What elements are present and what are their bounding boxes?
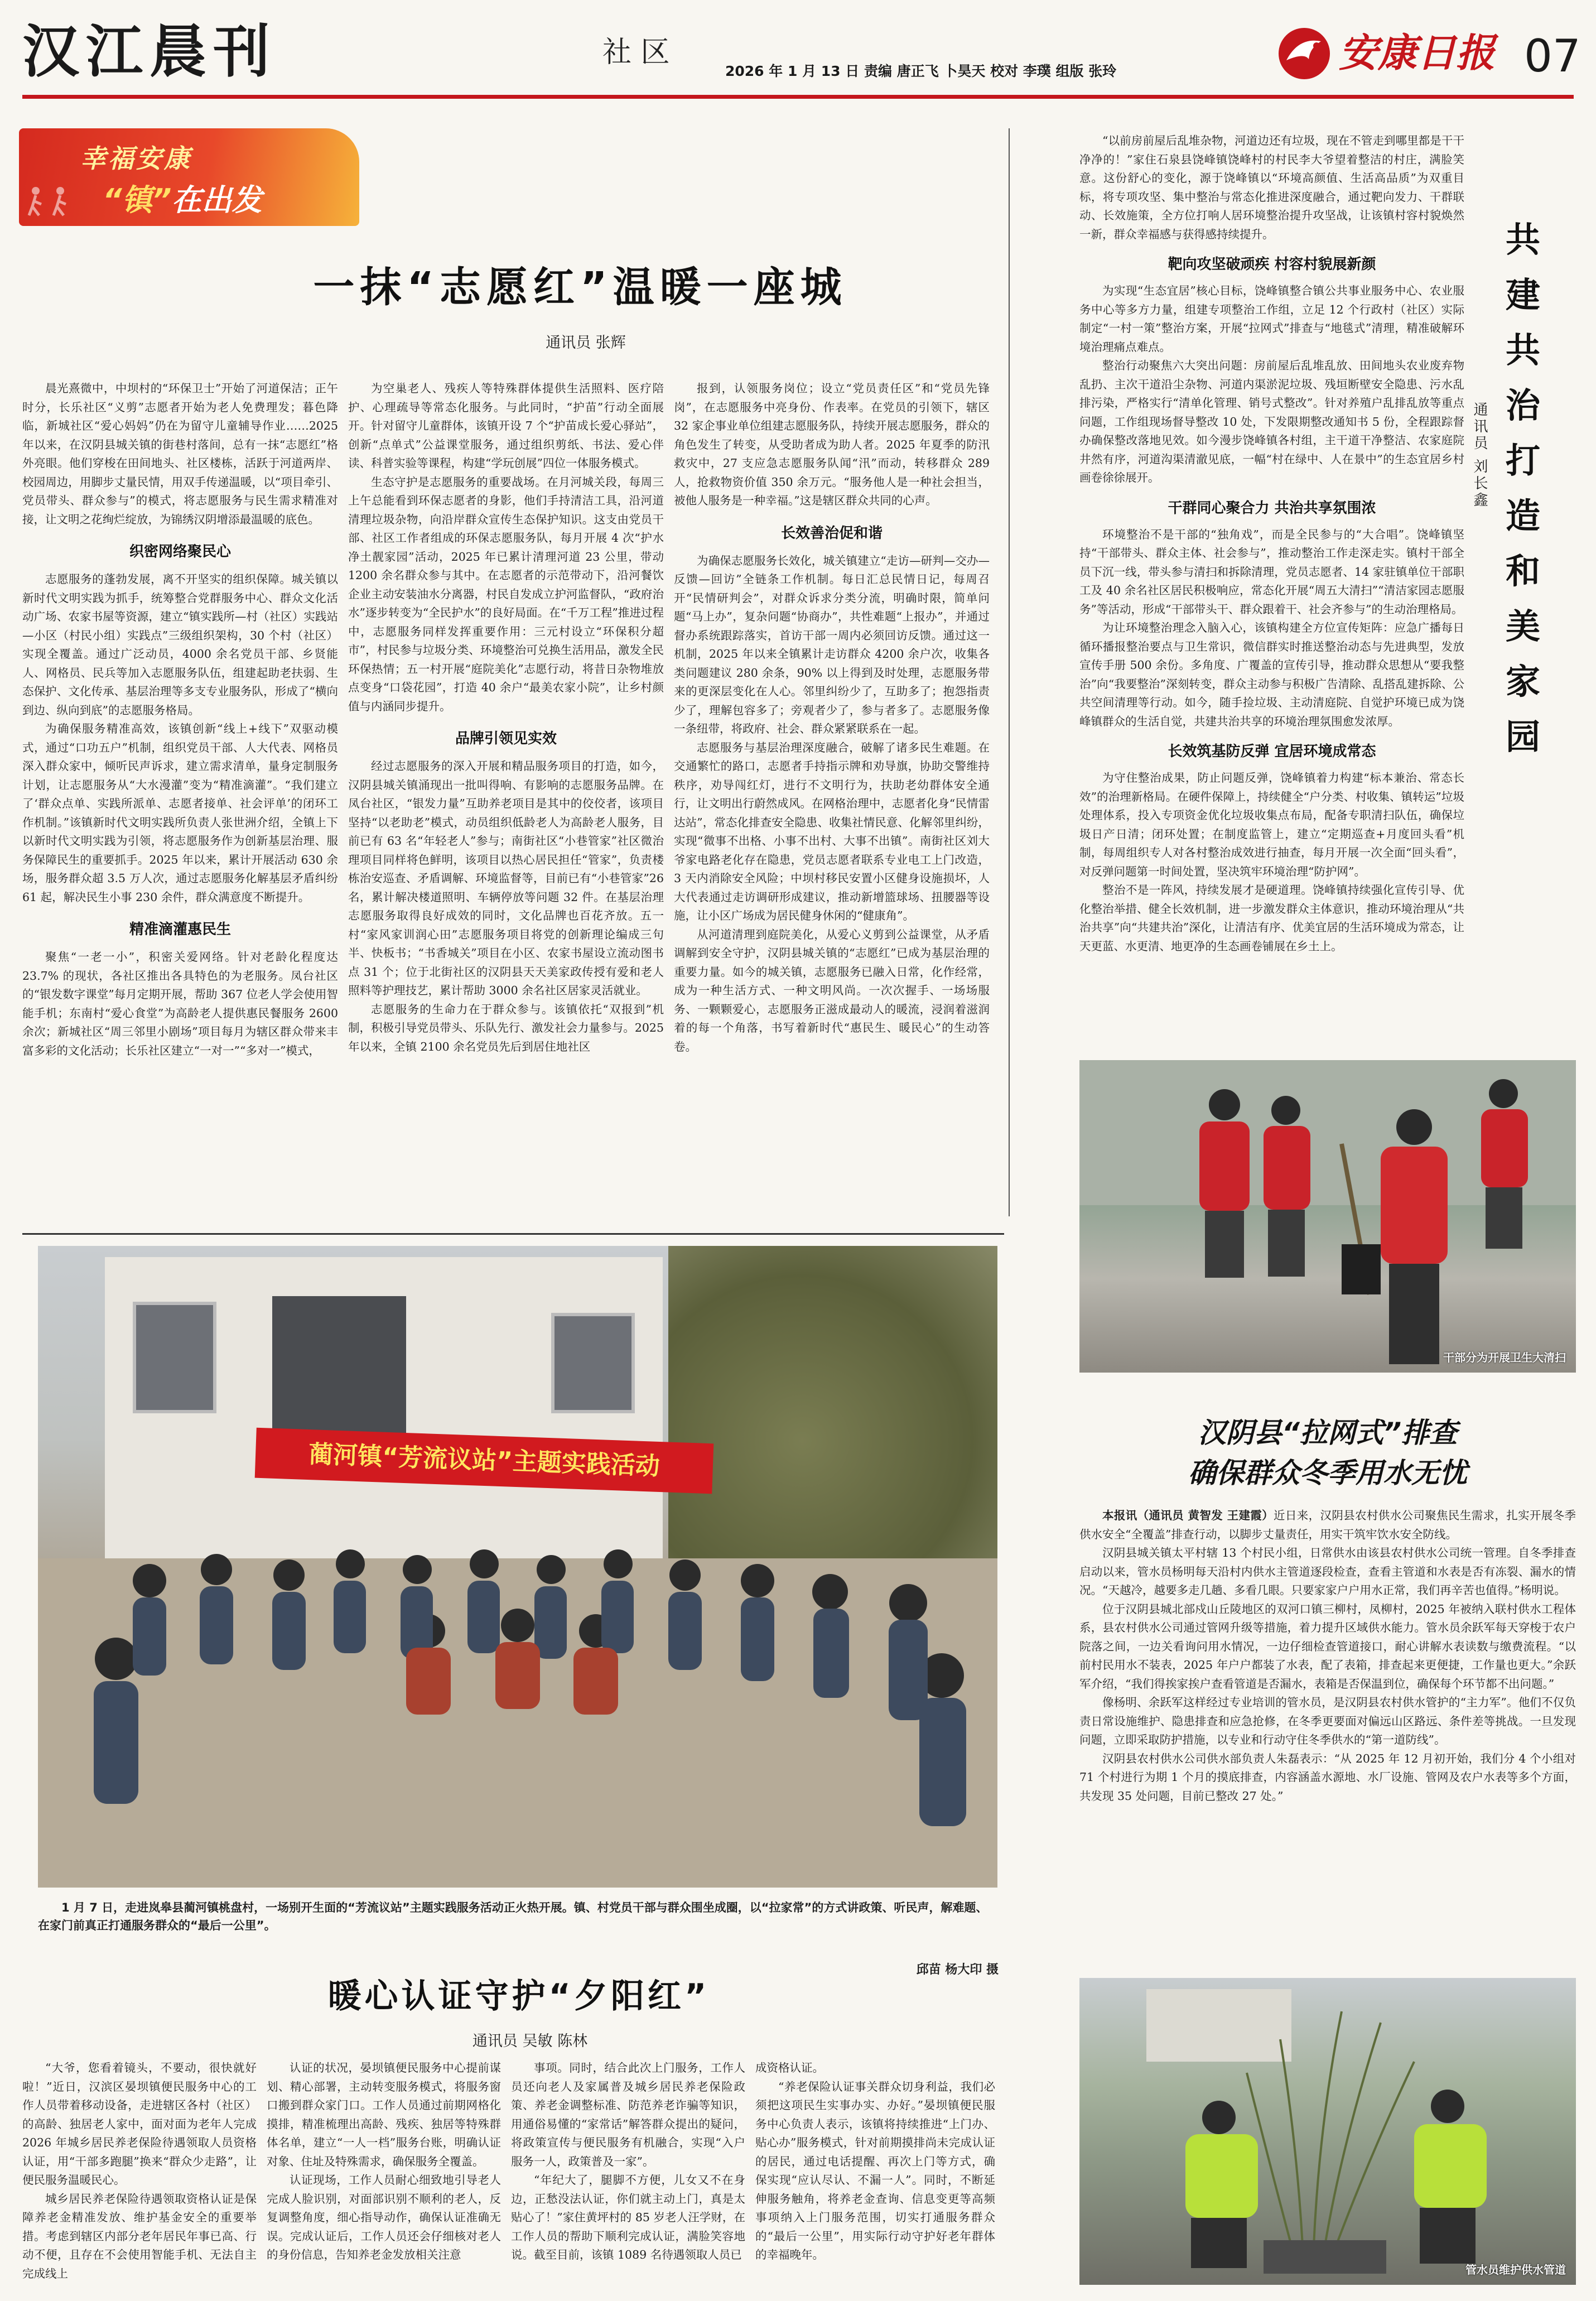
- side-title-char: 治: [1505, 385, 1540, 426]
- article1-subheading: 精准滴灌惠民生: [129, 921, 231, 938]
- photo1-image: [38, 1246, 997, 1888]
- article1-title: 一抹“志愿红”温暖一座城: [313, 263, 847, 311]
- runners-icon: [27, 184, 99, 218]
- article4-col: [1079, 1506, 1576, 1970]
- article2-col1: [22, 2059, 257, 2293]
- article3-subheading: 长效筑基防反弹 宜居环境成常态: [1168, 743, 1376, 760]
- article2-paragraph: 成资格认证。: [755, 2061, 824, 2074]
- banner-subtitle: [103, 176, 262, 219]
- article1-paragraph: 报到，认领服务岗位；设立“党员责任区”和“党员先锋岗”，在志愿服务中亮身份、作表率。在党员的引领下，辖区 32 家企事业单位组建志愿服务队，持续开展志愿服务，群众的角色发生了转变，从受助者成为助人者。2025 年夏季的防汛救灾中，27 支应急志愿服务队闻“汛”而动，转移群众 289 人，抢救物资价值 350 余万元。“服务他人是一种社会担当，被他人服务是一种幸福。”这是辖区群众共同的心声。: [674, 382, 990, 507]
- article3-paragraph: 整治行动聚焦六大突出问题：房前屋后乱堆乱放、田间地头农业废弃物乱扔、主次干道沿尘杂物、河道内渠淤泥垃圾、残垣断壁安全隐患、污水乱排污染，严格实行“清单化管理、销号式整改”。针对养殖户乱排乱放等重点问题，工作组现场督导整改 10 处，下发限期整改通知书 5 份，全程跟踪督办确保整改落地见效。如今漫步饶峰镇各村组，主干道干净整洁、农家庭院井然有序，河道沟渠清澈见底，一幅“村在绿中、人在景中”的生态宜居乡村画卷徐徐展开。: [1079, 359, 1464, 484]
- article1-paragraph: 为确保服务精准高效，该镇创新“线上+线下”双驱动模式，通过“口功五户”机制，组织党员干部、人大代表、网格员深入群众家中，倾听民声诉求，建立需求清单，量身定制服务计划，让志愿服务从“大水漫灌”变为“精准滴灌”。“我们建立了‘群众点单、实践所派单、志愿者接单、社会评单’的闭环工作机制。”该镇新时代文明实践所负责人张世洲介绍，全镇上下以新时代文明实践为引领，将志愿服务作为创新基层治理、服务保障民生的重要抓手。2025 年以来，累计开展活动 630 余场，服务群众超 3.5 万人次，通过志愿服务化解基层矛盾纠纷 61 起，解决民生小事 230 余件，群众满意度不断提升。: [22, 722, 338, 904]
- photo1-window: [551, 1313, 635, 1413]
- article3-subheading: 靶向攻坚破顽疾 村容村貌展新颜: [1168, 256, 1376, 273]
- article1-paragraph: 为确保志愿服务长效化，城关镇建立“走访—研判—交办—反馈—回访”全链条工作机制。每日汇总民情日记，每周召开“民情研判会”，对群众诉求分类分流，明确时限，简单问题“马上办”，复杂问题“协商办”，共性难题“上报办”，并通过督办系统跟踪落实，首访干部一周内必须回访反馈。通过这一机制，2025 年以来全镇累计走访群众 4200 余户次，收集各类问题建议 280 余条，90% 以上得到及时处理，志愿服务带来的更深层变化在人心。邻里纠纷少了，互助多了；抱怨指责少了，理解包容多了；旁观者少了，参与者多了。志愿服务像一条纽带，将政府、社会、群众紧紧联系在一起。: [674, 553, 990, 735]
- article1-subheading: 品牌引领见实效: [455, 730, 557, 747]
- article1-paragraph: 晨光熹微中，中坝村的“环保卫士”开始了河道保洁；正午时分，长乐社区“义剪”志愿者开始为老人免费理发；暮色降临，新城社区“爱心妈妈”仍在为留守儿童辅导作业……2025 年以来，在汉阴县城关镇的街巷村落间，总有一抹“志愿红”格外亮眼。他们穿梭在田间地头、社区楼栋，活跃于河道两岸、校园周边，用脚步丈量民情，用双手传递温暖，以“项目牵引、党员带头、群众参与”的模式，将志愿服务与民生需求精准对接，让文明之花绚烂绽放，为锦绣汉阴增添最温暖的底色。: [22, 382, 338, 526]
- side-title-char: 打: [1505, 440, 1540, 481]
- article2-col4: [755, 2059, 995, 2293]
- photo1-credit: 邱苗 杨大印 摄: [916, 1963, 999, 1977]
- article2-paragraph: “年纪大了，腿脚不方便，儿女又不在身边，正愁没法认证，你们就主动上门，真是太贴心了！”家住黄坪村的 85 岁老人汪学财，在工作人员的帮助下顺利完成认证，满脸笑容地说。截至目前，该镇 1089 名待遇领取人员已: [511, 2173, 745, 2261]
- photo1-frame: [22, 1233, 1004, 2000]
- side-title-byline: 通讯员 刘长鑫: [1471, 402, 1488, 509]
- article1-paragraph: 志愿服务的蓬勃发展，离不开坚实的组织保障。城关镇以新时代文明实践为抓手，统筹整合党群服务中心、群众文化活动广场、农家书屋等资源，建立“镇实践所—村（社区）实践站—小区（村民小组）实践点”三级组织架构，30 个村（社区）实现全覆盖。通过广泛动员，4000 余名党员干部、乡贤能人、网格员、民兵等加入志愿服务队伍，组建起助老扶弱、生态保护、文化传承、基层治理等多支专业服务队，形成了“横向到边、纵向到底”的志愿服务格局。: [22, 572, 338, 717]
- article3-paragraph: 整治不是一阵风，持续发展才是硬道理。饶峰镇持续强化宣传引导、优化整治举措、健全长效机制，进一步激发群众主体意识，推动环境治理从“共治共享”向“共建共治”深化，让清洁有序、优美宜居的生活环境成为常态，让天更蓝、水更清、地更净的生态画卷铺展在乡土上。: [1079, 883, 1464, 953]
- photo3-caption: 管水员维护供水管道: [1465, 2263, 1566, 2276]
- article3-paragraph: 为让环境整治理念入脑入心，该镇构建全方位宣传矩阵：应急广播每日循环播报整治要点与卫生常识，微信群实时推送整治动态与先进典型，发放宣传手册 500 余份。多角度、广覆盖的宣传引导，推动群众思想从“要我整治”向“我要整治”深刻转变，群众主动参与积极广告清除、乱搭乱建拆除、公共空间清理等行动。如今，随手捡垃圾、主动清庭院、自觉护环境已成为饶峰镇群众的生活自觉，共建共治共享的环境治理氛围愈发浓厚。: [1079, 621, 1464, 728]
- article4-lead-text: 近日来，汉阴县农村供水公司聚焦民生需求，扎实开展冬季供水安全“全覆盖”排查行动，以脚步丈量责任，用实干筑牢饮水安全防线。: [1079, 1509, 1576, 1541]
- article2-paragraph: 认证的状况，晏坝镇便民服务中心提前谋划、精心部署，主动转变服务模式，将服务窗口搬到群众家门口。工作人员通过前期网格化摸排，精准梳理出高龄、残疾、独居等特殊群体名单，建立“一人一档”服务台账，明确认证对象、住址及特殊需求，确保服务全覆盖。: [267, 2061, 501, 2168]
- side-title-char: 造: [1505, 495, 1540, 536]
- article1-col2: [348, 379, 664, 1216]
- article4-paragraph: 汉阴县农村供水公司供水部负责人朱磊表示：“从 2025 年 12 月初开始，我们分 4 个小组对 71 个村进行为期 1 个月的摸底排查，内容涵盖水源地、水厂设施、管网及农户水表等多个方面，共发现 35 处问题，目前已整改 27 处。”: [1079, 1751, 1576, 1803]
- article2-byline: 通讯员 吴敏 陈林: [472, 2033, 588, 2050]
- article2-title: 暖心认证守护“夕阳红”: [327, 1977, 710, 2016]
- logo-emblem-icon: [1276, 26, 1332, 81]
- article2-paragraph: “养老保险认证事关群众切身利益，我们必须把这项民生实事办实、办好。”晏坝镇便民服务中心负责人表示，该镇将持续推进“上门办、贴心办”服务模式，针对前期摸排尚未完成认证的居民，通过电话提醒、再次上门等方式，确保实现“应认尽认、不漏一人”。同时，不断延伸服务触角，将养老金查询、信息变更等高频事项纳入上门服务范围，切实打通服务群众的“最后一公里”，用实际行动守护好老年群体的幸福晚年。: [755, 2079, 995, 2261]
- article1-paragraph: 志愿服务与基层治理深度融合，破解了诸多民生难题。在交通繁忙的路口，志愿者手持指示牌和劝导旗，协助交警维持秩序，劝导闯红灯，进行不文明行为，扶助老幼群体安全通行，让文明出行蔚然成风。在网格治理中，志愿者化身“民情雷达站”，常态化排查安全隐患、收集社情民意、化解邻里纠纷，实现“微事不出格、小事不出村、大事不出镇”。南街社区刘大爷家电路老化存在隐患，党员志愿者联系专业电工上门改造，3 天内消除安全风险；中坝村移民安置小区健身设施损坏，人大代表通过走访调研形成建议，推动新增篮球场、扭腰器等设施，让小区广场成为居民健身休闲的“健康角”。: [674, 740, 990, 922]
- side-title-char: 家: [1505, 661, 1540, 702]
- banner-subtitle-quote: “镇”: [103, 182, 172, 218]
- article4-paragraph: 汉阴县城关镇太平村辖 13 个村民小组，日常供水由该县农村供水公司统一管理。自冬季排查启动以来，管水员杨明每天沿村内供水主管道逐段检查，查看主管道和水表是否有冻裂、漏水的情况。“天越冷，越要多走几趟、多看几眼。只要家家户户用水正常，我们再辛苦也值得。”杨明说。: [1079, 1546, 1576, 1597]
- article4-title-line1: 汉阴县“拉网式”排查: [1198, 1417, 1458, 1449]
- article3-paragraph: 环境整治不是干部的“独角戏”，而是全民参与的“大合唱”。饶峰镇坚持“干部带头、群众主体、社会参与”，推动整治工作走深走实。镇村干部全员下沉一线，带头参与清扫和拆除清理，党员志愿者、14 家驻镇单位干部职工及 40 余名社区居民积极响应，常态化开展“周五大清扫”“清洁家园志愿服务”等活动，形成“干部带头干、群众跟着干、社会齐参与”的生动治理格局。: [1079, 527, 1464, 616]
- article1-col3: [674, 379, 990, 1216]
- side-title-char: 共: [1505, 330, 1540, 370]
- photo1-crowd: [38, 1486, 997, 1888]
- article1-subheading: 织密网络聚民心: [129, 543, 231, 560]
- article1-col1: [22, 379, 338, 1216]
- article1-paragraph: 生态守护是志愿服务的重要战场。在月河城关段，每周三上午总能看到环保志愿者的身影，他们手持清洁工具，沿河道清理垃圾杂物，向沿岸群众宣传生态保护知识。这支由党员干部、社区工作者组成的环保志愿服务队，每月开展 4 次“护水净土靓家园”活动，2025 年已累计清理河道 23 公里，带动 1200 余名群众参与其中。在志愿者的示范带动下，沿河餐饮企业主动安装油水分离器，村民自发成立护河监督队，“政府治水”逐步转变为“全民护水”的良好局面。在“千万工程”推进过程中，志愿服务同样发挥重要作用：三元村设立“环保积分超市”，村民参与垃圾分类、环境整治可兑换生活用品，激发全民环保热情；五一村开展“庭院美化”志愿行动，将昔日杂物堆放点变身“口袋花园”，打造 40 余户“最美农家小院”，让乡村颜值与内涵同步提升。: [348, 475, 664, 713]
- banner-title: 幸福安康: [80, 143, 192, 174]
- article4-paragraph: [1079, 1506, 1576, 1544]
- side-title-char: 和: [1505, 551, 1540, 591]
- article3-paragraph: 为守住整治成果，防止问题反弹，饶峰镇着力构建“标本兼治、常态长效”的治理新格局。在硬件保障上，持续健全“户分类、村收集、镇转运”垃圾处理体系，投入专项资金优化垃圾收集点布局，配备专职清扫队伍，确保垃圾日产日清；闭环处置；在制度监管上，建立“定期巡查+月度回头看”机制，每周组织专人对各村整治成效进行抽查，每月开展一次全面“回头看”，对反弹问题第一时间处置，坚决筑牢环境治理“防护网”。: [1079, 771, 1464, 878]
- article1-paragraph: 为空巢老人、残疾人等特殊群体提供生活照料、医疗陪护、心理疏导等常态化服务。与此同时，“护苗”行动全面展开。针对留守儿童群体，该镇开设 7 个“护苗成长爱心驿站”，创新“点单式”公益课堂服务，通过组织剪纸、书法、爱心伴读、科普实验等课程，构建“学玩创展”四位一体服务模式。: [348, 382, 664, 470]
- paper-name: 安康日报: [1339, 30, 1495, 76]
- article1-paragraph: 聚焦“一老一小”，积密关爱网络。针对老龄化程度达 23.7% 的现状，各社区推出各具特色的为老服务。凤台社区的“银发数字课堂”每月定期开展，帮助 367 位老人学会使用智能手机；东南村“爱心食堂”为高龄老人提供惠民餐服务 2600 余次；新城社区“周三邻里小剧场”项目每月为辖区群众带来丰富多彩的文化活动；长乐社区建立“一对一”“多对一”模式，: [22, 950, 338, 1057]
- side-title-char: 共: [1505, 219, 1540, 260]
- article2-paragraph: 城乡居民养老保险待遇领取资格认证是保障养老金精准发放、维护基金安全的重要举措。考虑到辖区内部分老年居民年事已高、行动不便，且存在不会使用智能手机、无法自主完成线上: [22, 2192, 257, 2280]
- date-editors: 2026 年 1 月 13 日 责编 唐正飞 卜昊天 校对 李璞 组版 张玲: [725, 63, 1117, 79]
- photo3-image: [1079, 1978, 1576, 2285]
- masthead-edition-name: 汉江晨刊: [22, 18, 277, 85]
- article4-title-line2: 确保群众冬季用水无忧: [1188, 1457, 1467, 1489]
- banner-subtitle-tail: 在出发: [171, 182, 262, 218]
- photo1-banner-text: 蔺河镇“芳流议站”主题实践活动: [308, 1440, 660, 1481]
- article2-col2: [267, 2059, 501, 2293]
- article3-col: [1079, 132, 1464, 1047]
- column-divider: [1009, 128, 1010, 1216]
- side-title-char: 建: [1505, 275, 1540, 315]
- article2-paragraph: “大爷，您看着镜头，不要动，很快就好啦！”近日，汉滨区晏坝镇便民服务中心的工作人员带着移动设备，走进辖区各村（社区）的高龄、独居老人家中，面对面为老年人完成 2026 年城乡居民养老保险待遇领取人员资格认证，用“干部多跑腿”换来“群众少走路”，让便民服务温暖民心。: [22, 2061, 257, 2187]
- article1-paragraph: 经过志愿服务的深入开展和精品服务项目的打造，如今，汉阴县城关镇涌现出一批叫得响、有影响的志愿服务品牌。在凤台社区，“银发力量”互助养老项目是其中的佼佼者，该项目坚持“以老助老”模式，动员组织低龄老人为高龄老人服务，目前已有 63 名“年轻老人”参与；南街社区“小巷管家”社区微治理项目同样将色鲜明，该项目以热心居民担任“管家”，负责楼栋治安巡查、矛盾调解、环境监督等，目前已有“小巷管家”26 名，累计解决楼道照明、车辆停放等问题 32 件。在基层治理志愿服务取得良好成效的同时，文化品牌也百花齐放。五一村“家风家训润心田”志愿服务项目将党的创新理论编成三句半、快板书；“书香城关”项目在小区、农家书屋设立流动图书点 31 个；位于北街社区的汉阴县天天美家政传授有爱和老人照料等护理技艺，累计帮助 3000 余名社区居家灵活就业。: [348, 759, 664, 997]
- photo2-caption: 干部分为开展卫生大清扫: [1443, 1351, 1566, 1364]
- page-number: 07: [1524, 30, 1581, 82]
- header-rule: [22, 95, 1574, 99]
- article3-paragraph: “以前房前屋后乱堆杂物，河道边还有垃圾，现在不管走到哪里都是干干净净的！”家住石泉县饶峰镇饶峰村的村民李大爷望着整洁的村庄，满脸笑意。这份舒心的变化，源于饶峰镇以“环境高颜值、生活高品质”为双重目标，将专项攻坚、集中整治与常态化推进深度融合，通过靶向发力、干群联动、长效施策，全方位打响人居环境整治提升攻坚战，让该镇村容村貌焕然一新，群众幸福感与获得感持续提升。: [1079, 134, 1464, 241]
- article2-col3: [511, 2059, 745, 2293]
- side-title-char: 园: [1505, 716, 1540, 757]
- photo3-workers: [1079, 1978, 1576, 2285]
- side-title-chars: [1501, 212, 1545, 764]
- photo2-volunteers: [1079, 1060, 1576, 1373]
- article2-paragraph: 事项。同时，结合此次上门服务，工作人员还向老人及家属普及城乡居民养老保险政策、养老金调整标准、防范养老诈骗等知识，用通俗易懂的“家常话”解答群众提出的疑问，将政策宣传与便民服务有机融合，实现“入户服务一人，政策普及一家”。: [511, 2061, 745, 2168]
- article4-paragraph: 位于汉阴县城北部戍山丘陵地区的双河口镇三柳村，凤柳村，2025 年被纳入联村供水工程体系，县农村供水公司通过管网升级等措施，着力提升区域供水能力。管水员余跃军每天穿梭于农户院落之间，一边关看询问用水情况，一边仔细检查管道接口，耐心讲解水表读数与缴费流程。“以前村民用水不装表，2025 年户户都装了水表，配了表箱，排查起来更便捷，工作量也更大。”余跃军介绍，“我们得挨家挨户查看管道是否漏水，表箱是否保温到位，确保每个环节都不出问题。”: [1079, 1602, 1576, 1691]
- article1-subheading: 长效善治促和谐: [780, 524, 883, 542]
- article1-byline: 通讯员 张辉: [546, 334, 626, 352]
- article3-paragraph: 为实现“生态宜居”核心目标，饶峰镇整合镇公共事业服务中心、农业服务中心等多方力量，组建专项整治工作组，立足 12 个行政村（社区）实际制定“一村一策”整治方案，开展“拉网式”排查与“地毯式”清理，精准破解环境治理痛点难点。: [1079, 284, 1464, 354]
- side-title-char: 美: [1505, 606, 1540, 647]
- photo1-caption: 1 月 7 日，走进岚皋县蔺河镇桃盘村，一场别开生面的“芳流议站”主题实践服务活动正火热开展。镇、村党员干部与群众围坐成圈，以“拉家常”的方式讲政策、听民声，解难题、在家门前真正打通服务群众的“最后一公里”。: [38, 1901, 988, 1932]
- article4-lead: 本报讯（通讯员 黄智发 王建霞）: [1102, 1509, 1274, 1522]
- article1-paragraph: 从河道清理到庭院美化，从爱心义剪到公益课堂，从矛盾调解到安全守护，汉阴县城关镇的“志愿红”已成为基层治理的重要力量。如今的城关镇，志愿服务已融入日常，化作经常，成为一种生活方式、一种文明风尚。一次次握手、一场场服务、一颗颗爱心，志愿服务正滋成最动人的暖流，浸润着滋润着的每一个角落，书写着新时代“惠民生、暖民心”的生动答卷。: [674, 927, 990, 1053]
- article1-paragraph: 志愿服务的生命力在于群众参与。该镇依托“双报到”机制，积极引导党员带头、乐队先行、激发社会力量参与。2025 年以来，全镇 2100 余名党员先后到居住地社区: [348, 1002, 664, 1053]
- article2-paragraph: 认证现场，工作人员耐心细致地引导老人完成人脸识别，对面部识别不顺利的老人，反复调整角度，细心指导动作，确保认证准确无误。完成认证后，工作人员还会仔细核对老人的身份信息，告知养老金发放相关注意: [267, 2173, 501, 2261]
- photo2-image: [1079, 1060, 1576, 1373]
- side-title: [1501, 212, 1545, 781]
- article3-subheading: 干群同心聚合力 共治共享氛围浓: [1168, 499, 1376, 517]
- section-label: 社 区: [602, 36, 670, 69]
- article4-paragraph: 像杨明、余跃军这样经过专业培训的管水员，是汉阴县农村供水管护的“主力军”。他们不仅负责日常设施维护、隐患排查和应急抢修，在冬季更要面对偏远山区路远、条件差等挑战。一旦发现问题，立即采取防护措施，以专业和行动守住冬季供水的“第一道防线”。: [1079, 1696, 1576, 1746]
- newspaper-logo: [1276, 23, 1495, 85]
- column-banner: [19, 128, 359, 226]
- photo1-window: [133, 1302, 216, 1413]
